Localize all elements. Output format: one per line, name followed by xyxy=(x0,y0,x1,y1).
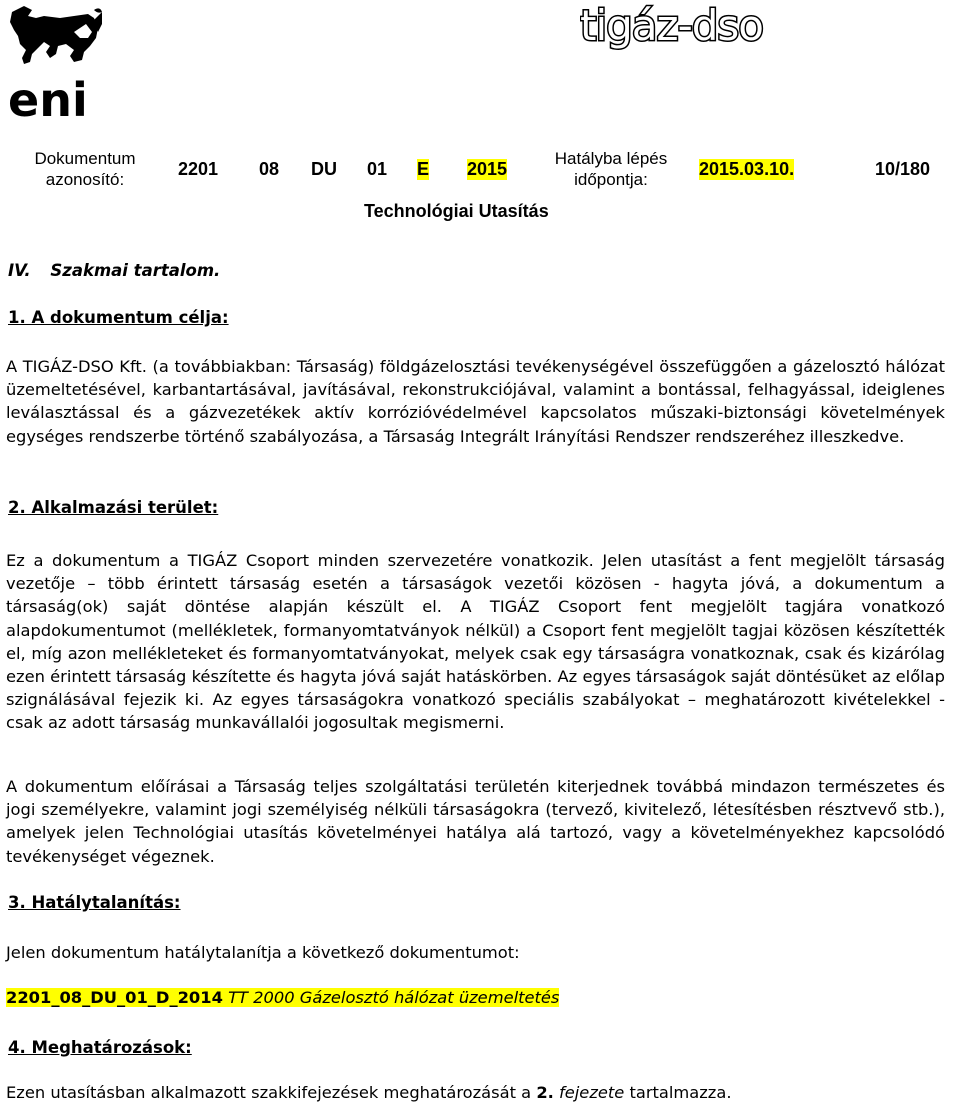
doc-id-part-6: 2015 xyxy=(467,159,508,179)
definitions-chapter-number: 2. xyxy=(536,1083,554,1102)
repeal-heading: 3. Hatálytalanítás: xyxy=(8,893,181,912)
definitions-chapter-word: fejezete xyxy=(559,1083,625,1102)
doc-id-part-1: 2201 xyxy=(178,159,219,179)
scope-heading: 2. Alkalmazási terület: xyxy=(8,498,219,517)
doc-id-label-line2: azonosító: xyxy=(45,170,125,189)
effective-date-label xyxy=(540,148,682,190)
eni-wordmark: eni xyxy=(8,73,88,120)
six-legged-dog-logo-icon xyxy=(4,2,104,120)
eni-logo xyxy=(4,2,104,120)
definitions-heading: 4. Meghatározások: xyxy=(8,1038,192,1057)
definitions-text-before: Ezen utasításban alkalmazott szakkifejezések meghatározását a xyxy=(6,1083,532,1102)
tigaz-dso-logo xyxy=(580,2,775,52)
effective-date-label-line1: Hatályba lépés xyxy=(554,149,668,168)
doc-id-label-line1: Dokumentum xyxy=(34,149,136,168)
doc-id-part-5: E xyxy=(417,159,430,179)
repealed-doc-title: TT 2000 Gázelosztó hálózat üzemeltetés xyxy=(228,988,560,1007)
effective-date-label-line2: időpontja: xyxy=(574,170,648,189)
purpose-heading: 1. A dokumentum célja: xyxy=(8,308,229,327)
doc-id-part-4: 01 xyxy=(367,159,388,179)
scope-paragraph-2: A dokumentum előírásai a Társaság teljes szolgáltatási területén kiterjednek továbbá mindazon természetes és jogi személyekre, valamint jogi személyiség nélküli társaságokra (tervező, kivitelező, létesítésben résztvevő stb.), amelyek jelen Technológiai utasítás követelményei hatálya alá tartozó, vagy a követelményekhez kapcsolódó tevékenységet végeznek. xyxy=(6,777,945,866)
repeal-intro: Jelen dokumentum hatálytalanítja a következő dokumentumot: xyxy=(6,943,520,962)
doc-type-title: Technológiai Utasítás xyxy=(364,201,549,221)
repealed-doc-code: 2201_08_DU_01_D_2014 xyxy=(6,988,223,1007)
tigaz-dso-wordmark: tigáz-dso xyxy=(580,2,763,50)
doc-id-label xyxy=(20,148,150,190)
definitions-text-after: tartalmazza. xyxy=(629,1083,732,1102)
section-title xyxy=(8,261,220,280)
effective-date: 2015.03.10. xyxy=(699,159,795,179)
purpose-text: A TIGÁZ-DSO Kft. (a továbbiakban: Társaság) földgázelosztási tevékenységével összefüggően a gázelosztó hálózat üzemeltetésével, karbantartásával, javításával, rekonstrukciójával, valamint a bontással, felhagyással, ideiglenes leválasztással és a gázvezetékek aktív korrózióvédelmével kapcsolatos műszaki-biztonsági követelmények egységes rendszerbe történő szabályozása, a Társaság Integrált Irányítási Rendszer rendszeréhez illeszkedve. xyxy=(6,357,945,446)
section-title-text: Szakmai tartalom. xyxy=(50,261,221,280)
page-number: 10/180 xyxy=(875,159,931,179)
section-number: IV. xyxy=(8,261,31,280)
doc-id-part-2: 08 xyxy=(259,159,280,179)
repealed-document xyxy=(6,988,559,1007)
definitions-text xyxy=(6,1083,732,1102)
doc-id-part-3: DU xyxy=(311,159,337,179)
scope-paragraph-1: Ez a dokumentum a TIGÁZ Csoport minden szervezetére vonatkozik. Jelen utasítást a fent megjelölt társaság vezetője – több érintett társaság esetén a társaságok vezetői közösen - hagyta jóvá, a dokumentum a társaság(ok) saját döntése alapján készült el. A TIGÁZ Csoport fent megjelölt tagjára vonatkozó alapdokumentumot (mellékletek, formanyomtatványok nélkül) a Csoport fent megjelölt tagjai közösen készítették el, míg azon mellékleteket és formanyomtatványokat, melyek csak egy társaságra vonatkoznak, csak és kizárólag ezen érintett társaság készítette és hagyta jóvá saját hatáskörben. Az egyes társaságok saját döntésüket az előlap szignálásával fejezik ki. Az egyes társaságokra vonatkozó speciális szabályokat – meghatározott kivételekkel - csak az adott társaság munkavállalói jogosultak megismerni. xyxy=(6,551,945,733)
